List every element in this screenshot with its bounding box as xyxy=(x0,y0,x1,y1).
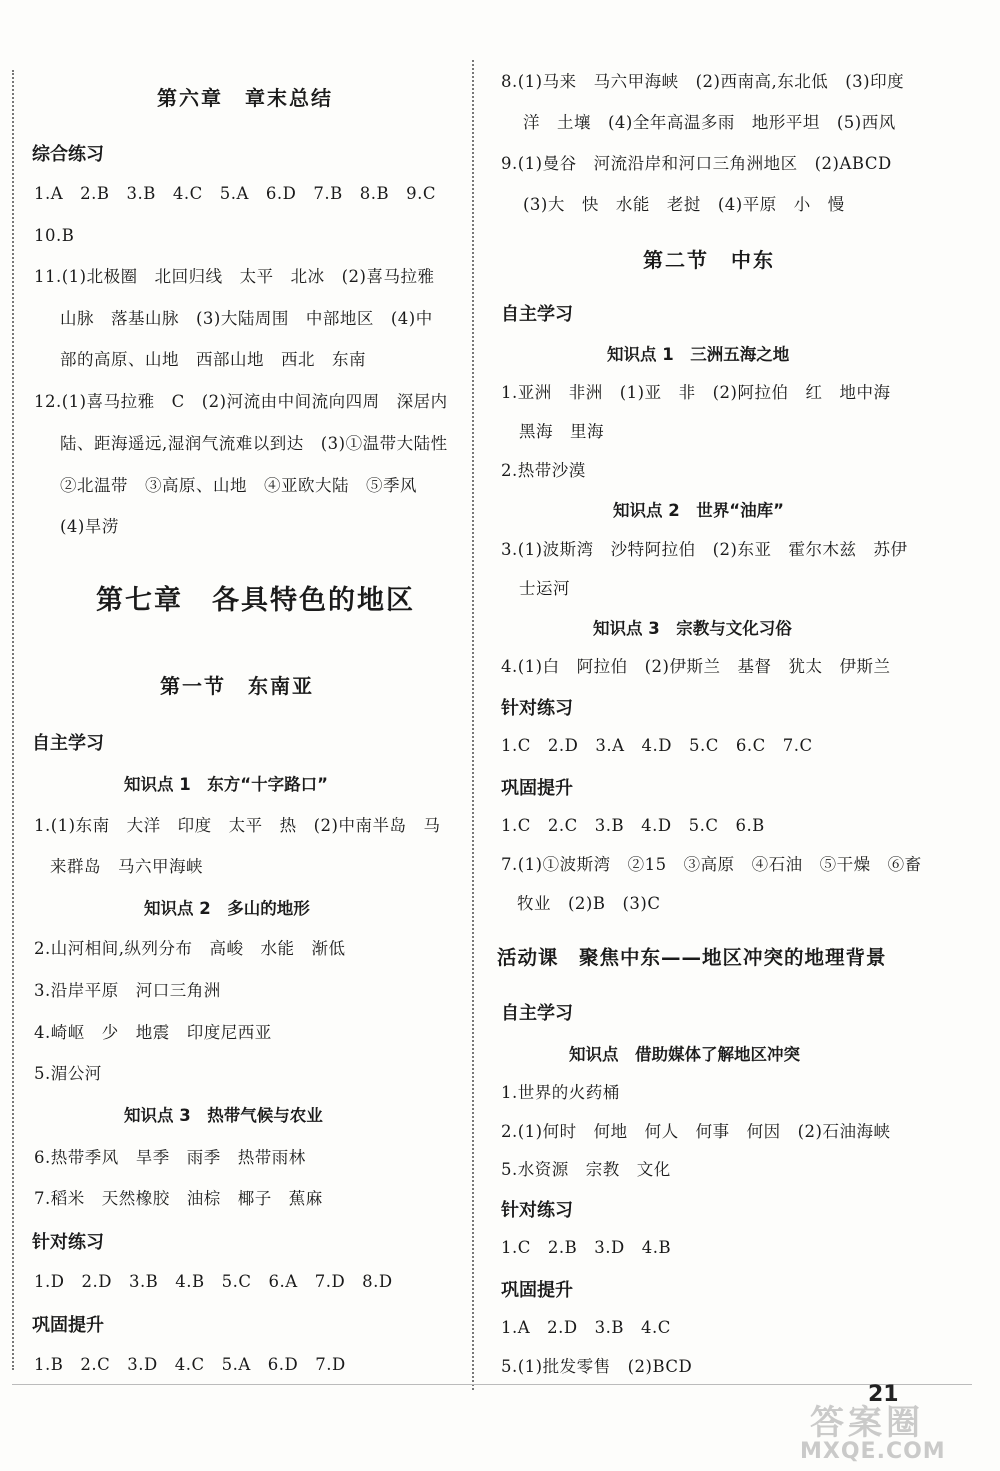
section-self-study: 自主学习 xyxy=(32,733,104,754)
bottom-rule xyxy=(12,1384,972,1385)
answer-line: 1.B 2.C 3.D 4.C 5.A 6.D 7.D xyxy=(34,1355,346,1374)
answer-line: 来群岛 马六甲海峡 xyxy=(50,857,203,876)
answer-line: 6.热带季风 旱季 雨季 热带雨林 xyxy=(34,1148,306,1167)
answer-line: 9.(1)曼谷 河流沿岸和河口三角洲地区 (2)ABCD xyxy=(501,154,892,173)
left-dotted-rule xyxy=(12,70,14,1370)
answer-line: ②北温带 ③高原、山地 ④亚欧大陆 ⑤季风 xyxy=(60,476,417,495)
answer-line: 12.(1)喜马拉雅 C (2)河流由中间流向四周 深居内 xyxy=(34,392,448,411)
answer-line: 4.崎岖 少 地震 印度尼西亚 xyxy=(34,1023,272,1042)
answer-line: 1.(1)东南 大洋 印度 太平 热 (2)中南半岛 马 xyxy=(34,816,441,835)
answer-line: 1.C 2.D 3.A 4.D 5.C 6.C 7.C xyxy=(501,736,813,755)
knowledge-point-heading: 知识点 1 东方“十字路口” xyxy=(124,775,328,794)
watermark-url: MXQE.COM xyxy=(800,1439,946,1464)
answer-line: 2.(1)何时 何地 何人 何事 何因 (2)石油海峡 xyxy=(501,1122,891,1141)
answer-line: 4.(1)白 阿拉伯 (2)伊斯兰 基督 犹太 伊斯兰 xyxy=(501,657,891,676)
answer-line: 2.山河相间,纵列分布 高峻 水能 渐低 xyxy=(34,939,346,958)
section-consolidation: 巩固提升 xyxy=(501,1280,573,1301)
section-consolidation: 巩固提升 xyxy=(501,778,573,799)
answer-line: 1.D 2.D 3.B 4.B 5.C 6.A 7.D 8.D xyxy=(34,1272,393,1291)
answer-line: 5.湄公河 xyxy=(34,1064,102,1083)
answer-line: 1.世界的火药桶 xyxy=(501,1083,620,1102)
answer-line: 黑海 里海 xyxy=(519,422,604,441)
answer-line: 10.B xyxy=(34,226,75,245)
answer-line: 11.(1)北极圈 北回归线 太平 北冰 (2)喜马拉雅 xyxy=(34,267,435,286)
chapter7-title: 第七章 各具特色的地区 xyxy=(96,585,415,616)
answer-line: 山脉 落基山脉 (3)大陆周围 中部地区 (4)中 xyxy=(60,309,433,328)
section-self-study: 自主学习 xyxy=(501,1003,573,1024)
answer-line: 2.热带沙漠 xyxy=(501,461,586,480)
column-divider xyxy=(472,60,474,1390)
answer-line: 3.(1)波斯湾 沙特阿拉伯 (2)东亚 霍尔木兹 苏伊 xyxy=(501,540,908,559)
section-consolidation: 巩固提升 xyxy=(32,1315,104,1336)
answer-line: 1.C 2.B 3.D 4.B xyxy=(501,1238,672,1257)
knowledge-point-heading: 知识点 2 多山的地形 xyxy=(144,899,310,918)
section-targeted-practice: 针对练习 xyxy=(501,698,573,719)
answer-line: 1.C 2.C 3.B 4.D 5.C 6.B xyxy=(501,816,765,835)
section-targeted-practice: 针对练习 xyxy=(32,1232,104,1253)
answer-line: 1.亚洲 非洲 (1)亚 非 (2)阿拉伯 红 地中海 xyxy=(501,383,891,402)
answer-line: 1.A 2.D 3.B 4.C xyxy=(501,1318,671,1337)
section2-title: 第二节 中东 xyxy=(643,248,775,272)
section-targeted-practice: 针对练习 xyxy=(501,1200,573,1221)
activity-lesson-title: 活动课 聚焦中东——地区冲突的地理背景 xyxy=(497,946,887,969)
knowledge-point-heading: 知识点 1 三洲五海之地 xyxy=(607,345,790,364)
section1-title: 第一节 东南亚 xyxy=(160,674,314,698)
answer-line: 士运河 xyxy=(519,579,570,598)
knowledge-point-heading: 知识点 借助媒体了解地区冲突 xyxy=(569,1045,800,1064)
knowledge-point-heading: 知识点 3 宗教与文化习俗 xyxy=(593,619,792,638)
answer-line: (4)旱涝 xyxy=(60,517,119,536)
chapter6-summary-title: 第六章 章末总结 xyxy=(157,86,333,110)
answer-line: 1.A 2.B 3.B 4.C 5.A 6.D 7.B 8.B 9.C xyxy=(34,184,436,203)
watermark-text: 答案圈 xyxy=(810,1403,924,1443)
answer-line: 牧业 (2)B (3)C xyxy=(517,894,661,913)
answer-line: 5.(1)批发零售 (2)BCD xyxy=(501,1357,693,1376)
answer-line: 7.(1)①波斯湾 ②15 ③高原 ④石油 ⑤干燥 ⑥畜 xyxy=(501,855,922,874)
answer-line: 8.(1)马来 马六甲海峡 (2)西南高,东北低 (3)印度 xyxy=(501,72,905,91)
page-number: 21 xyxy=(868,1382,899,1407)
knowledge-point-heading: 知识点 2 世界“油库” xyxy=(613,501,784,520)
knowledge-point-heading: 知识点 3 热带气候与农业 xyxy=(124,1106,323,1125)
answer-line: 洋 土壤 (4)全年高温多雨 地形平坦 (5)西风 xyxy=(523,113,896,132)
section-comprehensive-practice: 综合练习 xyxy=(32,144,104,165)
answer-line: 部的高原、山地 西部山地 西北 东南 xyxy=(60,350,366,369)
section-self-study: 自主学习 xyxy=(501,304,573,325)
answer-line: 3.沿岸平原 河口三角洲 xyxy=(34,981,221,1000)
answer-line: (3)大 快 水能 老挝 (4)平原 小 慢 xyxy=(523,195,845,214)
answer-line: 陆、距海遥远,湿润气流难以到达 (3)①温带大陆性 xyxy=(60,434,448,453)
watermark-logo xyxy=(800,1395,990,1467)
answer-line: 7.稻米 天然橡胶 油棕 椰子 蕉麻 xyxy=(34,1189,323,1208)
answer-line: 5.水资源 宗教 文化 xyxy=(501,1160,671,1179)
